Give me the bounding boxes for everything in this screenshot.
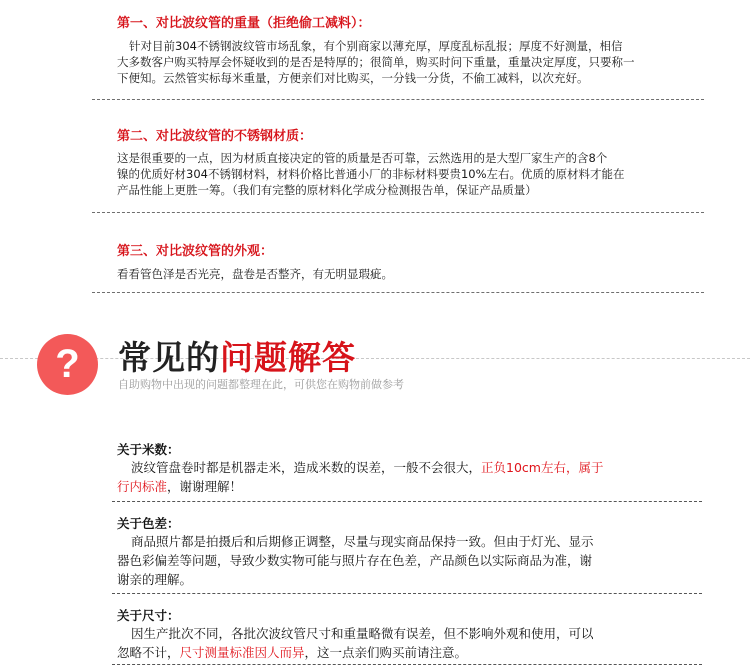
faq-item-2-divider <box>112 593 702 594</box>
faq-item-2-line-3: 谢亲的理解。 <box>117 572 193 587</box>
section-1-title: 第一、对比波纹管的重量（拒绝偷工减料）： <box>117 16 371 31</box>
section-2-divider <box>92 212 704 213</box>
section-1-line-2: 大多数客户购买特厚会怀疑收到的是否是特厚的；很简单，购买时问下重量，重量决定厚度，只要称一 <box>117 55 635 69</box>
section-2-line-3: 产品性能上更胜一筹。（我们有完整的原材料化学成分检测报告单，保证产品质量） <box>117 183 537 197</box>
section-1-line-3: 下便知。云然管实标每米重量，方便亲们对比购买，一分钱一分货，不偷工减料，以次充好。 <box>117 71 589 85</box>
faq-item-3-highlight: 尺寸测量标准因人而异 <box>179 645 305 660</box>
faq-item-3-line-2: 忽略不计，尺寸测量标准因人而异，这一点亲们购买前请注意。 <box>117 645 468 660</box>
section-1-line-1: 针对目前304不锈钢波纹管市场乱象，有个别商家以薄充厚，厚度乱标乱报；厚度不好测量，相信 <box>129 39 623 53</box>
question-mark-icon: ? <box>37 334 98 395</box>
section-2-title: 第二、对比波纹管的不锈钢材质： <box>117 129 313 144</box>
faq-item-3-title: 关于尺寸： <box>117 608 180 623</box>
faq-subtitle: 自助购物中出现的问题都整理在此，可供您在购物前做参考 <box>118 378 404 391</box>
faq-item-3-divider <box>112 664 702 665</box>
section-3-title: 第三、对比波纹管的外观： <box>117 244 274 259</box>
faq-title-red: 问题解答 <box>220 338 356 377</box>
faq-item-2-line-1: 商品照片都是拍摄后和后期修正调整，尽量与现实商品保持一致。但由于灯光、显示 <box>131 534 594 549</box>
faq-header-line <box>0 358 750 359</box>
faq-title-black: 常见的 <box>118 338 220 377</box>
faq-item-1-line-2: 行内标准，谢谢理解！ <box>117 479 243 494</box>
faq-item-1-divider <box>112 501 702 502</box>
section-1-body <box>117 38 699 86</box>
faq-item-1-line-1: 波纹管盘卷时都是机器走米，造成米数的误差，一般不会很大，正负10cm左右，属于 <box>131 460 604 475</box>
section-1-divider <box>92 99 704 100</box>
section-2-line-1: 这是很重要的一点，因为材质直接决定的管的质量是否可靠，云然选用的是大型厂家生产的含8个 <box>117 151 608 165</box>
section-2-line-2: 镍的优质好材304不锈钢材料，材料价格比普通小厂的非标材料要贵10%左右。优质的原材料才能在 <box>117 167 625 181</box>
faq-title <box>118 332 356 379</box>
faq-item-2-title: 关于色差： <box>117 516 180 531</box>
faq-item-2-body <box>117 532 697 589</box>
faq-item-2-line-2: 器色彩偏差等问题，导致少数实物可能与照片存在色差，产品颜色以实际商品为准，谢 <box>117 553 593 568</box>
faq-item-3-body <box>117 624 697 662</box>
section-2-body <box>117 150 699 198</box>
faq-item-1-highlight-1: 正负10cm左右，属于 <box>481 460 604 475</box>
faq-item-1-title: 关于米数： <box>117 442 180 457</box>
faq-item-1-body <box>117 458 697 496</box>
section-3-divider <box>92 292 704 293</box>
section-3-line-1: 看看管色泽是否光亮，盘卷是否整齐，有无明显瑕疵。 <box>117 267 393 281</box>
faq-item-3-line-1: 因生产批次不同，各批次波纹管尺寸和重量略微有误差，但不影响外观和使用，可以 <box>131 626 594 641</box>
section-3-body <box>117 266 699 282</box>
faq-item-1-highlight-2: 行内标准 <box>117 479 168 494</box>
